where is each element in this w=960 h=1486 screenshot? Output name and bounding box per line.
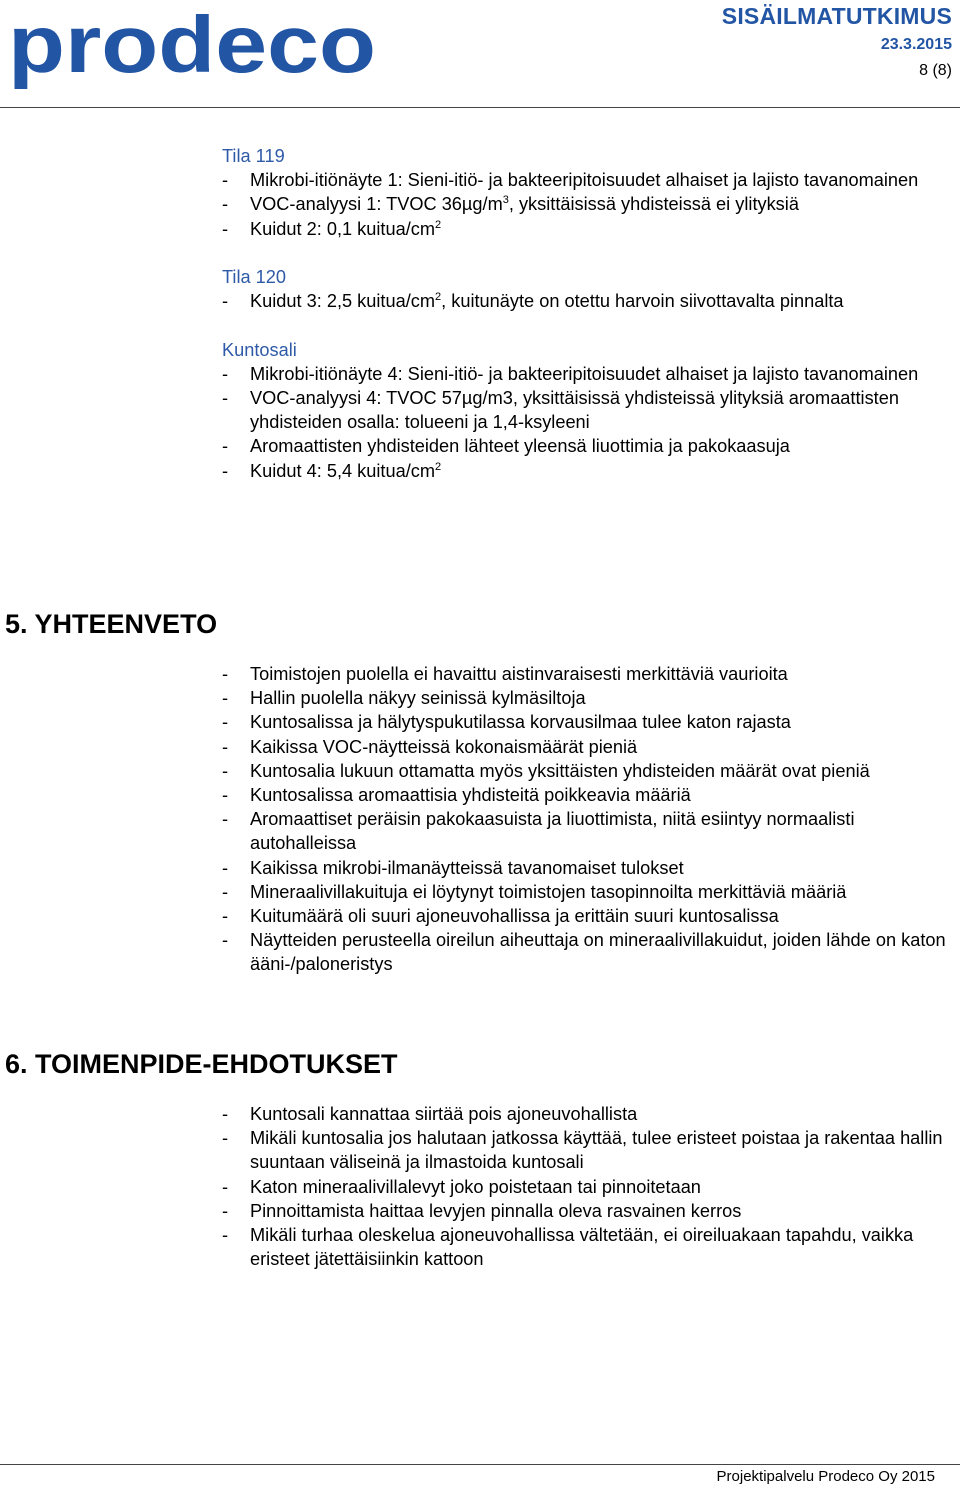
- list-item: - Kuidut 3: 2,5 kuitua/$cm^2$, kuitunäyte on otettu harvoin siivottavalta pinnalta: [222, 291, 844, 312]
- room-label: Kuntosali: [222, 339, 297, 360]
- prodeco-logo: [8, 14, 380, 99]
- document-date: 23.3.2015: [880, 36, 952, 53]
- list-item: - Kuntosali kannattaa siirtää pois ajoneuvohallista: [222, 1104, 638, 1124]
- room-label: Tila 120: [222, 267, 287, 287]
- actions-list: [222, 1102, 952, 1271]
- summary-heading: 5. YHTEENVETO: [5, 609, 218, 639]
- footer-text: Projektipalvelu Prodeco Oy 2015: [716, 1468, 935, 1485]
- document-title: SISÄILMATUTKIMUS: [721, 3, 952, 29]
- room-tila-120: [222, 265, 952, 313]
- list-item: - Mineraalivillakuituja ei löytynyt toimistojen tasopinnoilta merkittäviä määriä: [222, 881, 847, 902]
- list-item: - Kuitumäärä oli suuri ajoneuvohallissa ja erittäin suuri kuntosalissa: [222, 906, 779, 927]
- list-item: - Toimistojen puolella ei havaittu aistinvaraisesti merkittäviä vaurioita: [222, 664, 788, 684]
- list-item: - VOC-analyysi 4: TVOC 57µg/m3, yksittäisissä yhdisteissä ylityksiä aromaattisten yhdisteiden osalla: tolueeni ja 1,4-ksyleeni: [222, 388, 899, 433]
- actions-heading: 6. TOIMENPIDE-EHDOTUKSET: [5, 1049, 398, 1079]
- list-item: - Kuidut 4: 5,4 kuitua/$cm^2$: [222, 460, 442, 481]
- list-item: - Mikrobi-itiönäyte 1: Sieni-itiö- ja bakteeripitoisuudet alhaiset ja lajisto tavanomainen: [222, 170, 919, 191]
- list-item: - Mikäli turhaa oleskelua ajoneuvohallissa vältetään, ei oireiluakaan tapahdu, vaikka eristeet jätettäisiinkin kattoon: [222, 1225, 914, 1270]
- list-item: - Kuntosalia lukuun ottamatta myös yksittäisten yhdisteiden määrät ovat pieniä: [222, 760, 870, 781]
- list-item: - Hallin puolella näkyy seinissä kylmäsiltoja: [222, 688, 586, 709]
- list-item: - Kaikissa VOC-näytteissä kokonaismäärät pieniä: [222, 736, 638, 757]
- header-divider: [0, 107, 960, 108]
- summary-list: [222, 662, 952, 977]
- list-item: - VOC-analyysi 1: TVOC $36\mu g/m^3$, yksittäisissä yhdisteissä ei ylityksiä: [222, 194, 799, 215]
- room-kuntosali: [222, 338, 952, 483]
- room-findings: [222, 144, 952, 483]
- room-tila-119: [222, 144, 952, 241]
- list-item: - Näytteiden perusteella oireilun aiheuttaja on mineraalivillakuidut, joiden lähde on katon ääni-/paloneristys: [222, 930, 946, 975]
- list-item: - Mikrobi-itiönäyte 4: Sieni-itiö- ja bakteeripitoisuudet alhaiset ja lajisto tavanomainen: [222, 363, 919, 384]
- list-item: - Pinnoittamista haittaa levyjen pinnalla oleva rasvainen kerros: [222, 1200, 742, 1221]
- list-item: - Aromaattiset peräisin pakokaasuista ja liuottimista, niitä esiintyy normaalisti autohalleissa: [222, 809, 855, 854]
- footer-divider: [0, 1464, 960, 1465]
- page-number: 8 (8): [919, 62, 952, 79]
- list-item: - Katon mineraalivillalevyt joko poistetaan tai pinnoitetaan: [222, 1176, 701, 1197]
- list-item: - Kaikissa mikrobi-ilmanäytteissä tavanomaiset tulokset: [222, 857, 684, 878]
- list-item: - Aromaattisten yhdisteiden lähteet yleensä liuottimia ja pakokaasuja: [222, 436, 790, 457]
- list-item: - Kuntosalissa aromaattisia yhdisteitä poikkeavia määriä: [222, 785, 691, 806]
- list-item: - Kuidut 2: 0,1 kuitua/$cm^2$: [222, 218, 442, 239]
- list-item: - Kuntosalissa ja hälytyspukutilassa korvausilmaa tulee katon rajasta: [222, 712, 791, 733]
- list-item: - Mikäli kuntosalia jos halutaan jatkossa käyttää, tulee eristeet poistaa ja rakentaa hallin suuntaan väliseinä ja ilmastoida kuntosali: [222, 1128, 943, 1173]
- logo-text: prodeco: [8, 14, 376, 90]
- room-label: Tila 119: [222, 146, 285, 166]
